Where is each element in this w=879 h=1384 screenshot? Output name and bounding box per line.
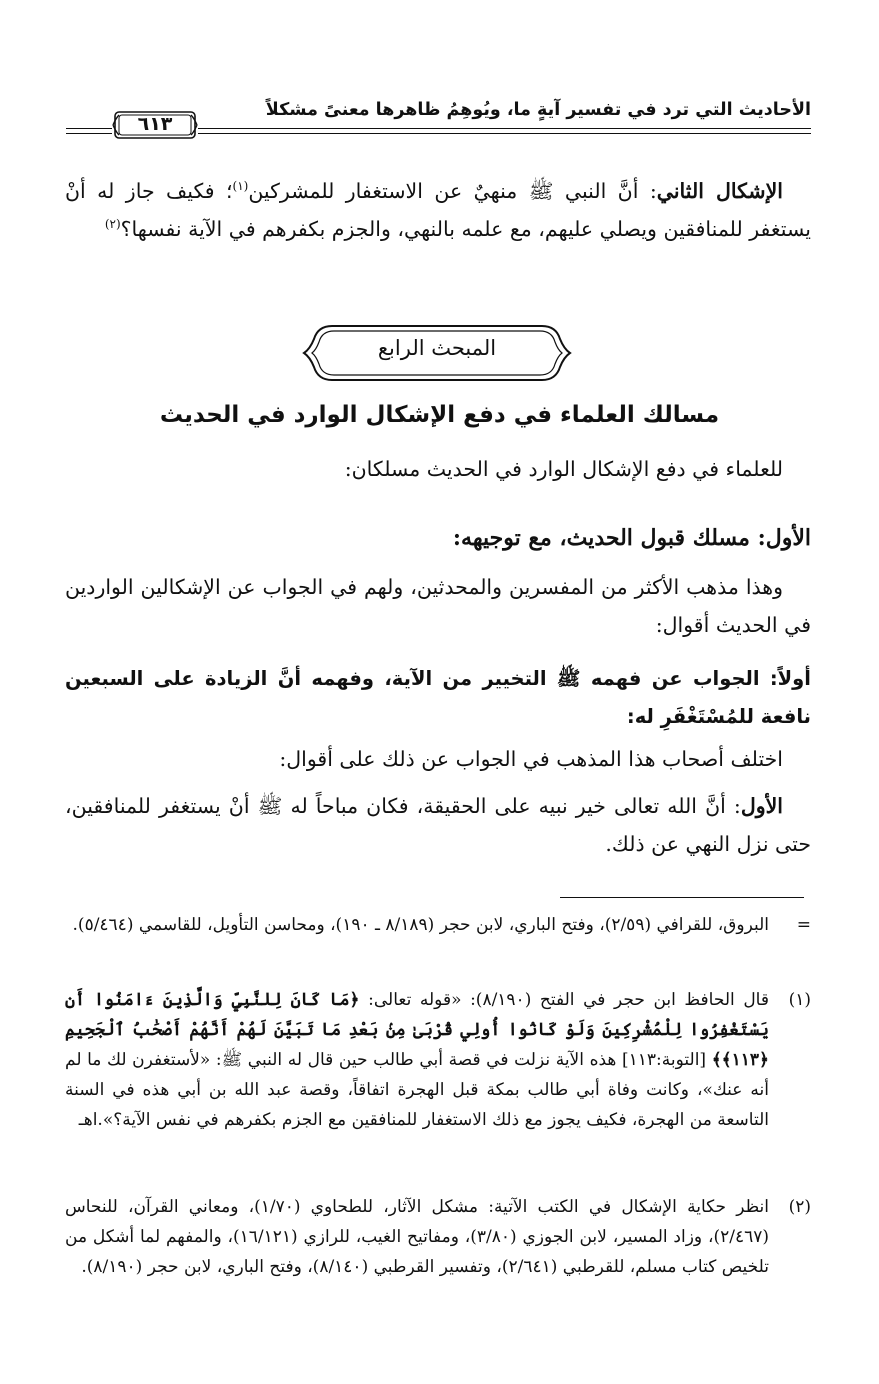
section-title: المبحث الرابع bbox=[377, 336, 497, 360]
main-heading: مسالك العلماء في دفع الإشكال الوارد في الحديث bbox=[159, 402, 720, 428]
footnote-text-part: [التوبة:١١٣] هذه الآية نزلت في قصة أبي طالب حين قال له النبي ﷺ: «لأستغفرن لك ما لم أنه عنك»، وكانت وفاة أبي طالب بمكة قبل الهجرة اتفاقاً، وقصة عبد الله بن أبي هذه في السنة التاسعة من الهجرة، فكيف يجوز مع ذلك الاستغفار للمنافقين مع الجزم بكفرهم في نفس الآية؟».اهـ bbox=[65, 1050, 769, 1130]
first-view-label: الأول bbox=[740, 794, 783, 818]
intro-paragraph bbox=[65, 172, 811, 248]
differ-paragraph bbox=[65, 740, 811, 778]
footnote-ref[interactable]: (٢) bbox=[104, 217, 121, 232]
approach-text: وهذا مذهب الأكثر من المفسرين والمحدثين، ولهم في الجواب عن الإشكالين الواردين في الحديث أقوال: bbox=[65, 575, 811, 637]
quran-verse: ﴿مَا كَانَ لِلنَّبِيِّ وَالَّذِينَ ءَامَنُوا أَن يَسْتَغْفِرُوا لِلْمُشْرِكِينَ وَلَوْ كَانُوا أُولِي قُرْبَىٰ مِنۢ بَعْدِ مَا تَبَيَّنَ لَهُمْ أَنَّهُمْ أَصْحَٰبُ ٱلْجَحِيمِ ﴿١١٣﴾﴾ bbox=[65, 990, 769, 1070]
running-title: الأحاديث التي ترد في تفسير آيةٍ ما، ويُوهِمُ ظاهرها معنىً مشكلاً bbox=[265, 100, 811, 120]
intro-text: ؛ فكيف جاز له أنْ يستغفر للمنافقين ويصلي عليهم، مع علمه بالنهي، والجزم بكفرهم في الآية نفسها؟ bbox=[65, 179, 811, 241]
intro-label: الإشكال الثاني bbox=[656, 179, 783, 203]
approach-heading: الأول: مسلك قبول الحديث، مع توجيهه: bbox=[452, 525, 811, 551]
footnote-text bbox=[65, 985, 769, 1135]
header-rule bbox=[198, 128, 811, 129]
header-rule bbox=[198, 133, 811, 134]
footnote-continuation bbox=[65, 910, 811, 940]
footnote-mark: (١) bbox=[788, 990, 811, 1010]
first-view-paragraph bbox=[65, 787, 811, 863]
footnote-mark: (٢) bbox=[788, 1197, 811, 1217]
footnote-1 bbox=[65, 985, 811, 1135]
running-header bbox=[66, 92, 811, 144]
answer-heading: أولاً: الجواب عن فهمه ﷺ التخيير من الآية، وفهمه أنَّ الزيادة على السبعين نافعة للمُسْتَغْفَرِ له: bbox=[65, 667, 811, 728]
differ-text: اختلف أصحاب هذا المذهب في الجواب عن ذلك على أقوال: bbox=[279, 747, 783, 771]
approach-paragraph bbox=[65, 568, 811, 644]
header-rule bbox=[66, 128, 112, 129]
footnote-2 bbox=[65, 1192, 811, 1282]
footnote-ref[interactable]: (١) bbox=[232, 179, 249, 194]
page-number: ٦١٣ bbox=[137, 113, 173, 135]
footnote-text: انظر حكاية الإشكال في الكتب الآتية: مشكل الآثار، للطحاوي (١/٧٠)، ومعاني القرآن، للنحاس (٢/٤٦٧)، وزاد المسير، لابن الجوزي (٣/٨٠)، ومفاتيح الغيب، للرازي (١٦/١٢١)، والمفهم لما أشكل من تلخيص كتاب مسلم، للقرطبي (٢/٦٤١)، وتفسير القرطبي (٨/١٤٠)، وفتح الباري، لابن حجر (٨/١٩٠). bbox=[65, 1197, 770, 1277]
intro-text: : أنَّ النبي ﷺ منهيٌ عن الاستغفار للمشركين bbox=[248, 179, 657, 203]
first-view-text: : أنَّ الله تعالى خير نبيه على الحقيقة، فكان مباحاً له ﷺ أنْ يستغفر للمنافقين، حتى نزل النهي عن ذلك. bbox=[65, 794, 811, 856]
header-rule bbox=[66, 133, 112, 134]
footnote-separator bbox=[560, 897, 804, 898]
section-title-frame bbox=[302, 321, 572, 385]
lead-paragraph bbox=[65, 450, 811, 488]
lead-text: للعلماء في دفع الإشكال الوارد في الحديث مسلكان: bbox=[344, 457, 783, 481]
footnote-text-part: قال الحافظ ابن حجر في الفتح (٨/١٩٠): «قوله تعالى: bbox=[359, 990, 769, 1010]
page-number-frame bbox=[112, 110, 198, 140]
footnote-mark: = bbox=[796, 915, 811, 935]
footnote-text: البروق، للقرافي (٢/٥٩)، وفتح الباري، لابن حجر (٨/١٨٩ ـ ١٩٠)، ومحاسن التأويل، للقاسمي (٥/٤٦٤). bbox=[72, 915, 769, 935]
